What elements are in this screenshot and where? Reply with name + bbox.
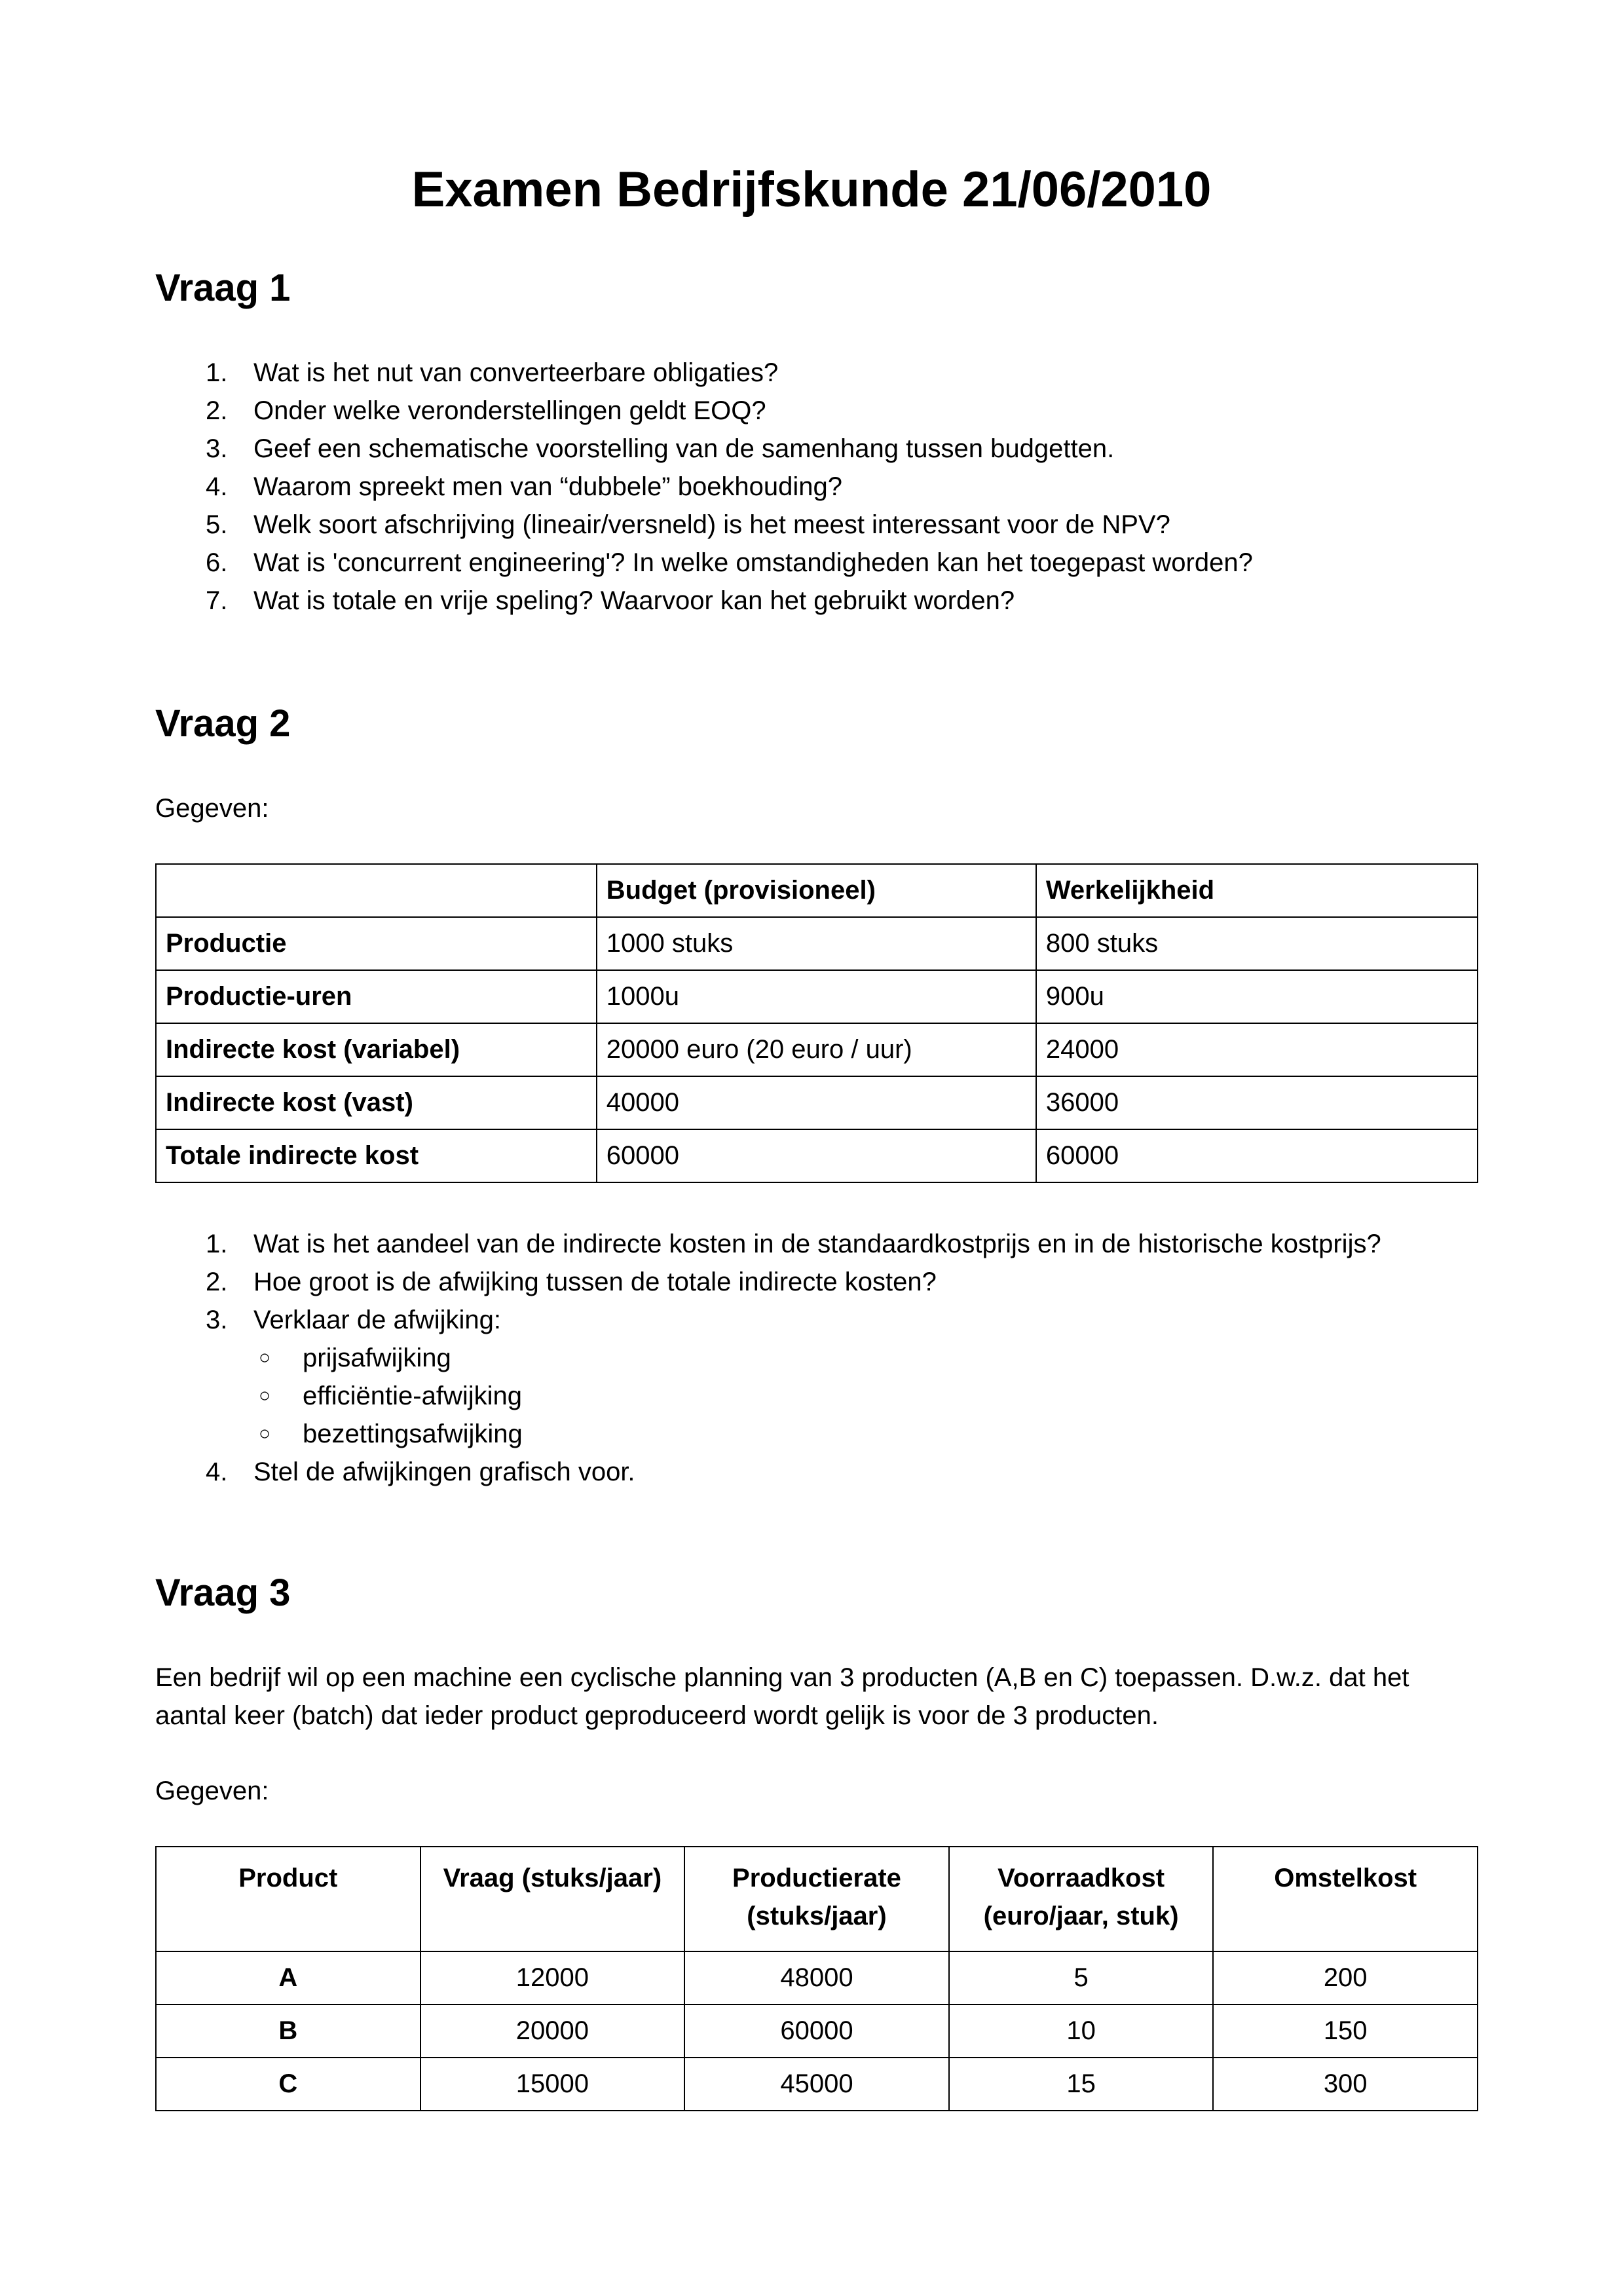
vraag3-intro-line2: aantal keer (batch) dat ieder product geproduceerd wordt gelijk is voor de 3 producten. bbox=[155, 1701, 1159, 1730]
table-header-cell: Werkelijkheid bbox=[1036, 864, 1478, 917]
product-table bbox=[155, 1846, 1478, 2111]
item-text: Waarom spreekt men van “dubbele” boekhouding? bbox=[253, 472, 843, 501]
item-text: Wat is het aandeel van de indirecte kosten in de standaardkostprijs en in de historische kostprijs? bbox=[253, 1230, 1381, 1258]
table-row bbox=[156, 2058, 1478, 2111]
row-label: Productie-uren bbox=[156, 970, 597, 1023]
item-number: 4. bbox=[206, 1458, 228, 1486]
table-header-cell: Budget (provisioneel) bbox=[597, 864, 1036, 917]
item-text: Wat is totale en vrije speling? Waarvoor kan het gebruikt worden? bbox=[253, 586, 1015, 615]
table-cell: 300 bbox=[1213, 2058, 1478, 2111]
table-cell: 36000 bbox=[1036, 1076, 1478, 1129]
circle-bullet-icon: ○ bbox=[259, 1347, 271, 1368]
item-number: 5. bbox=[206, 510, 228, 539]
list-item bbox=[155, 354, 1253, 392]
list-item bbox=[155, 1263, 1381, 1301]
list-item bbox=[155, 392, 1253, 430]
vraag1-question-list bbox=[155, 354, 1253, 620]
row-label: A bbox=[156, 1951, 420, 2004]
header-line: Productierate bbox=[732, 1864, 901, 1892]
table-cell: 10 bbox=[949, 2004, 1214, 2058]
row-label: Productie bbox=[156, 917, 597, 970]
sublist-item bbox=[253, 1377, 1381, 1415]
table-cell: 60000 bbox=[1036, 1129, 1478, 1182]
budget-table bbox=[155, 863, 1478, 1183]
item-text: Wat is het nut van converteerbare obligaties? bbox=[253, 358, 779, 387]
table-cell: 1000 stuks bbox=[597, 917, 1036, 970]
table-cell: 200 bbox=[1213, 1951, 1478, 2004]
list-item bbox=[155, 544, 1253, 582]
table-row bbox=[156, 1129, 1478, 1182]
vraag2-heading: Vraag 2 bbox=[155, 702, 291, 745]
item-number: 3. bbox=[206, 434, 228, 463]
item-text: Hoe groot is de afwijking tussen de totale indirecte kosten? bbox=[253, 1268, 937, 1296]
header-line: (stuks/jaar) bbox=[747, 1902, 887, 1930]
item-number: 4. bbox=[206, 472, 228, 501]
table-row bbox=[156, 1023, 1478, 1076]
table-cell: 900u bbox=[1036, 970, 1478, 1023]
list-item bbox=[155, 430, 1253, 468]
table-row bbox=[156, 1076, 1478, 1129]
vraag3-intro-line1: Een bedrijf wil op een machine een cyclische planning van 3 producten (A,B en C) toepassen. D.w.z. dat het bbox=[155, 1663, 1409, 1692]
list-item bbox=[155, 1453, 1381, 1491]
sublist-item-text: bezettingsafwijking bbox=[303, 1420, 523, 1448]
header-line: Voorraadkost bbox=[998, 1864, 1165, 1892]
list-item bbox=[155, 506, 1253, 544]
table-cell: 800 stuks bbox=[1036, 917, 1478, 970]
item-number: 2. bbox=[206, 1268, 228, 1296]
circle-bullet-icon: ○ bbox=[259, 1423, 271, 1444]
table-cell: 48000 bbox=[684, 1951, 949, 2004]
item-number: 2. bbox=[206, 396, 228, 425]
circle-bullet-icon: ○ bbox=[259, 1385, 271, 1406]
vraag2-question-list bbox=[155, 1225, 1381, 1491]
table-header-row bbox=[156, 1847, 1478, 1951]
item-number: 1. bbox=[206, 1230, 228, 1258]
header-line: Omstelkost bbox=[1274, 1864, 1417, 1892]
item-text: Verklaar de afwijking: bbox=[253, 1306, 501, 1334]
table-header-cell bbox=[1213, 1847, 1478, 1951]
item-text: Welk soort afschrijving (lineair/versneld) is het meest interessant voor de NPV? bbox=[253, 510, 1170, 539]
list-item bbox=[155, 582, 1253, 620]
table-cell: 45000 bbox=[684, 2058, 949, 2111]
item-text: Geef een schematische voorstelling van de samenhang tussen budgetten. bbox=[253, 434, 1115, 463]
list-item bbox=[155, 1225, 1381, 1263]
item-number: 3. bbox=[206, 1306, 228, 1334]
header-line: (euro/jaar, stuk) bbox=[983, 1902, 1179, 1930]
table-cell: 60000 bbox=[597, 1129, 1036, 1182]
row-label: Indirecte kost (variabel) bbox=[156, 1023, 597, 1076]
table-cell: 12000 bbox=[420, 1951, 685, 2004]
sublist-item bbox=[253, 1415, 1381, 1453]
variance-sublist bbox=[253, 1339, 1381, 1453]
table-header-cell bbox=[156, 1847, 420, 1951]
list-item bbox=[155, 1301, 1381, 1453]
vraag3-heading: Vraag 3 bbox=[155, 1571, 291, 1614]
table-header-cell bbox=[684, 1847, 949, 1951]
item-text: Onder welke veronderstellingen geldt EOQ? bbox=[253, 396, 766, 425]
table-cell: 15 bbox=[949, 2058, 1214, 2111]
table-row bbox=[156, 970, 1478, 1023]
item-number: 1. bbox=[206, 358, 228, 387]
table-header-cell bbox=[420, 1847, 685, 1951]
item-text: Stel de afwijkingen grafisch voor. bbox=[253, 1458, 635, 1486]
table-cell: 20000 euro (20 euro / uur) bbox=[597, 1023, 1036, 1076]
table-cell: 15000 bbox=[420, 2058, 685, 2111]
vraag3-given-label: Gegeven: bbox=[155, 1777, 269, 1805]
list-item bbox=[155, 468, 1253, 506]
header-line: Vraag (stuks/jaar) bbox=[443, 1864, 662, 1892]
table-header-row bbox=[156, 864, 1478, 917]
sublist-item-text: efficiëntie-afwijking bbox=[303, 1382, 522, 1410]
vraag2-given-label: Gegeven: bbox=[155, 794, 269, 823]
vraag1-heading: Vraag 1 bbox=[155, 267, 291, 309]
row-label: C bbox=[156, 2058, 420, 2111]
page-title: Examen Bedrijfskunde 21/06/2010 bbox=[411, 162, 1212, 217]
table-cell: 24000 bbox=[1036, 1023, 1478, 1076]
table-cell: 40000 bbox=[597, 1076, 1036, 1129]
table-header-cell bbox=[949, 1847, 1214, 1951]
table-row bbox=[156, 2004, 1478, 2058]
table-cell: 1000u bbox=[597, 970, 1036, 1023]
table-row bbox=[156, 1951, 1478, 2004]
table-cell: 5 bbox=[949, 1951, 1214, 2004]
table-header-cell bbox=[156, 864, 597, 917]
header-line: Product bbox=[238, 1864, 338, 1892]
item-number: 7. bbox=[206, 586, 228, 615]
item-number: 6. bbox=[206, 548, 228, 577]
table-cell: 60000 bbox=[684, 2004, 949, 2058]
table-row bbox=[156, 917, 1478, 970]
row-label: B bbox=[156, 2004, 420, 2058]
sublist-item-text: prijsafwijking bbox=[303, 1344, 451, 1372]
table-cell: 20000 bbox=[420, 2004, 685, 2058]
item-text: Wat is 'concurrent engineering'? In welke omstandigheden kan het toegepast worden? bbox=[253, 548, 1253, 577]
sublist-item bbox=[253, 1339, 1381, 1377]
row-label: Indirecte kost (vast) bbox=[156, 1076, 597, 1129]
table-cell: 150 bbox=[1213, 2004, 1478, 2058]
row-label: Totale indirecte kost bbox=[156, 1129, 597, 1182]
